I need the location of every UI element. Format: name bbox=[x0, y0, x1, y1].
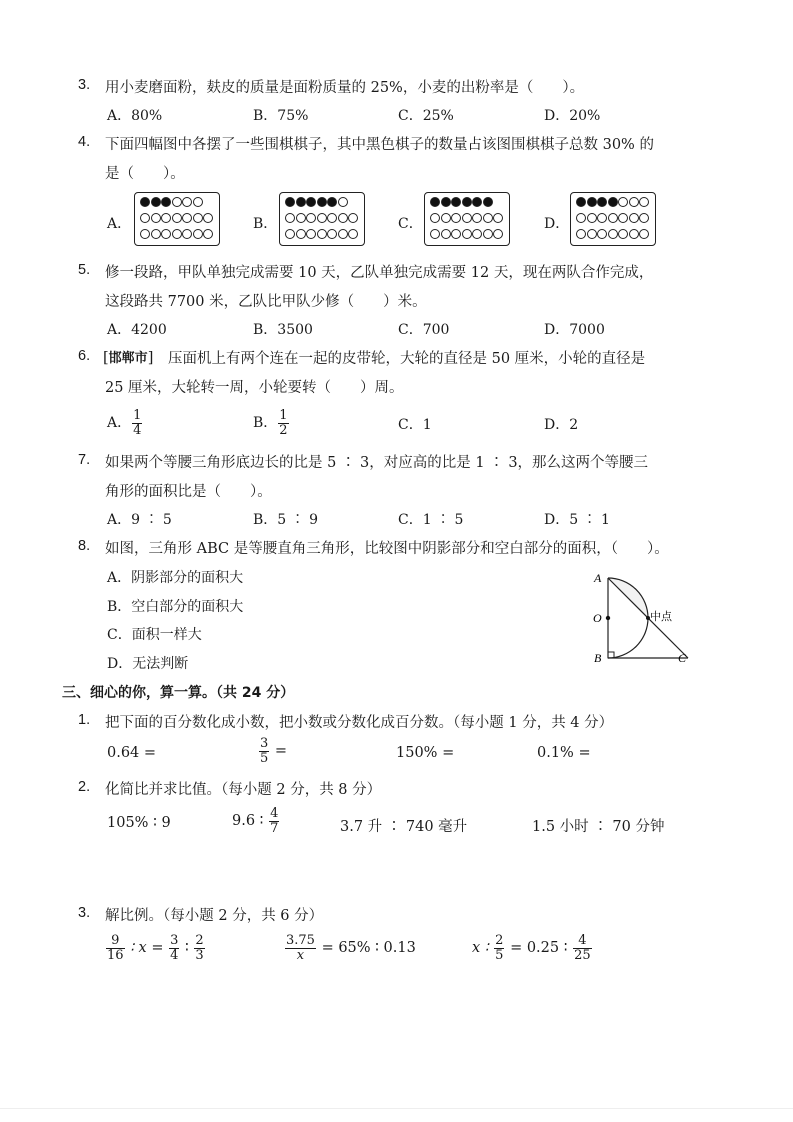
ratio-mid: ∶ x = bbox=[130, 940, 164, 957]
q6-option-c: C．1 bbox=[398, 417, 432, 433]
q8-option-a: A．阴影部分的面积大 bbox=[107, 570, 244, 586]
fraction: $\frac{3}{5}$ bbox=[260, 736, 269, 766]
q4-picture-b bbox=[279, 192, 365, 246]
label-midpoint: 中点 bbox=[650, 610, 672, 623]
label-b: B bbox=[594, 651, 602, 665]
ratio-left: x ∶ bbox=[472, 940, 489, 957]
q4-picture-a bbox=[134, 192, 220, 246]
ratio-left: 9.6 ∶ bbox=[232, 813, 264, 830]
fraction: $\frac{3.75}{x}$ bbox=[286, 933, 315, 963]
ratio-sep: ∶ bbox=[184, 940, 189, 957]
section3-title: 三、细心的你，算一算。（共 24 分） bbox=[62, 685, 295, 701]
s3-item-c bbox=[472, 934, 593, 962]
q8-number: 8. bbox=[78, 538, 91, 554]
q6-option-b bbox=[253, 409, 290, 437]
white-stone bbox=[182, 197, 192, 207]
label-a: A bbox=[594, 571, 602, 585]
picture-row-2 bbox=[430, 213, 504, 223]
q5-number: 5. bbox=[78, 262, 91, 278]
fraction: $\frac{4}{25}$ bbox=[574, 933, 591, 963]
q4-text-line2: 是（ ）。 bbox=[105, 166, 185, 182]
white-stone bbox=[193, 197, 203, 207]
option-label: B． bbox=[253, 415, 278, 432]
q8-option-d: D．无法判断 bbox=[107, 656, 189, 672]
picture-row-1 bbox=[576, 197, 650, 207]
q4-picture-d bbox=[570, 192, 656, 246]
picture-row-3 bbox=[430, 229, 504, 239]
s3-item-a bbox=[105, 934, 206, 962]
point-o bbox=[606, 616, 610, 620]
picture-row-2 bbox=[576, 213, 650, 223]
s2-item-d: 1.5 小时 ∶ 70 分钟 bbox=[532, 819, 665, 835]
s2-item-c: 3.7 升 ∶ 740 毫升 bbox=[340, 819, 468, 835]
q7-number: 7. bbox=[78, 452, 91, 468]
black-stone bbox=[161, 197, 171, 207]
q7-option-d: D．5 ∶ 1 bbox=[544, 512, 610, 528]
s3-number: 3. bbox=[78, 905, 91, 921]
fraction: $\frac{1}{4}$ bbox=[133, 408, 142, 438]
q7-text-line2: 角形的面积比是（ ）。 bbox=[105, 484, 272, 500]
q6-option-d: D．2 bbox=[544, 417, 579, 433]
q4-number: 4. bbox=[78, 134, 91, 150]
q6-text-line1: 压面机上有两个连在一起的皮带轮，大轮的直径是 50 厘米，小轮的直径是 bbox=[168, 351, 646, 367]
fraction: $\frac{2}{5}$ bbox=[495, 933, 504, 963]
fraction: $\frac{1}{2}$ bbox=[279, 408, 288, 438]
q3-text: 用小麦磨面粉，麸皮的质量是面粉质量的 25%，小麦的出粉率是（ ）。 bbox=[105, 80, 585, 96]
page-bottom-divider bbox=[0, 1108, 793, 1109]
q5-option-a: A．4200 bbox=[107, 322, 167, 338]
q4-text-line1: 下面四幅图中各摆了一些围棋棋子，其中黑色棋子的数量占该图围棋棋子总数 30% 的 bbox=[105, 137, 654, 153]
black-stone bbox=[140, 197, 150, 207]
s2-number: 2. bbox=[78, 779, 91, 795]
fraction: $\frac{3}{4}$ bbox=[170, 933, 179, 963]
q5-option-b: B．3500 bbox=[253, 322, 313, 338]
q7-option-c: C．1 ∶ 5 bbox=[398, 512, 464, 528]
s2-item-a: 105% ∶ 9 bbox=[107, 815, 171, 831]
q8-option-c: C．面积一样大 bbox=[107, 627, 202, 643]
picture-row-2 bbox=[140, 213, 214, 223]
q4-option-a-label: A． bbox=[107, 216, 132, 232]
q8-triangle-figure bbox=[588, 568, 703, 668]
q8-option-b: B．空白部分的面积大 bbox=[107, 599, 244, 615]
q4-option-b-label: B． bbox=[253, 216, 278, 232]
equals-sign: = bbox=[274, 743, 288, 760]
q6-option-a bbox=[107, 409, 143, 437]
s2-text: 化简比并求比值。（每小题 2 分，共 8 分） bbox=[105, 782, 382, 798]
fraction: $\frac{9}{16}$ bbox=[107, 933, 124, 963]
q4-option-c-label: C． bbox=[398, 216, 423, 232]
s3-item-b bbox=[284, 934, 416, 962]
s1-item-b bbox=[258, 737, 287, 765]
s1-number: 1. bbox=[78, 712, 91, 728]
label-c: C bbox=[678, 651, 687, 665]
black-stone bbox=[151, 197, 161, 207]
white-stone bbox=[172, 197, 182, 207]
equation-rest: = 65% ∶ 0.13 bbox=[321, 940, 416, 957]
q4-picture-c bbox=[424, 192, 510, 246]
s3-text: 解比例。（每小题 2 分，共 6 分） bbox=[105, 908, 324, 924]
q6-number: 6. bbox=[78, 348, 91, 364]
picture-row-1 bbox=[285, 197, 348, 207]
s1-text: 把下面的百分数化成小数，把小数或分数化成百分数。（每小题 1 分，共 4 分） bbox=[105, 715, 614, 731]
s1-item-a: 0.64 = bbox=[107, 745, 157, 761]
q5-text-line2: 这段路共 7700 米，乙队比甲队少修（ ）米。 bbox=[105, 294, 427, 310]
q5-option-d: D．7000 bbox=[544, 322, 605, 338]
picture-row-3 bbox=[285, 229, 359, 239]
s1-item-c: 150% = bbox=[396, 745, 455, 761]
q3-option-b: B．75% bbox=[253, 108, 309, 124]
s1-item-d: 0.1% = bbox=[537, 745, 591, 761]
q4-option-d-label: D． bbox=[544, 216, 570, 232]
q6-text-line2: 25 厘米，大轮转一周，小轮要转（ ）周。 bbox=[105, 380, 404, 396]
tag-city: 邯郸市 bbox=[108, 351, 148, 366]
fraction: $\frac{2}{3}$ bbox=[195, 933, 204, 963]
q8-text: 如图，三角形 ABC 是等腰直角三角形，比较图中阴影部分和空白部分的面积，（ ）。 bbox=[105, 541, 669, 557]
q5-text-line1: 修一段路，甲队单独完成需要 10 天，乙队单独完成需要 12 天，现在两队合作完成， bbox=[105, 265, 654, 281]
label-o: O bbox=[593, 611, 602, 625]
picture-row-2 bbox=[285, 213, 359, 223]
s2-item-b bbox=[232, 807, 280, 835]
tag-close: ] bbox=[147, 350, 154, 366]
q3-option-d: D．20% bbox=[544, 108, 601, 124]
q5-option-c: C．700 bbox=[398, 322, 450, 338]
q3-option-a: A．80% bbox=[107, 108, 163, 124]
q7-text-line1: 如果两个等腰三角形底边长的比是 5 ∶ 3，对应高的比是 1 ∶ 3，那么这两个等腰三 bbox=[105, 455, 649, 471]
picture-row-1 bbox=[140, 197, 203, 207]
q3-option-c: C．25% bbox=[398, 108, 454, 124]
ratio-mid: = 0.25 ∶ bbox=[510, 940, 568, 957]
tag-open: [ bbox=[103, 350, 109, 366]
picture-row-3 bbox=[576, 229, 650, 239]
picture-row-3 bbox=[140, 229, 214, 239]
fraction: $\frac{4}{7}$ bbox=[270, 806, 279, 836]
q7-option-a: A．9 ∶ 5 bbox=[107, 512, 172, 528]
picture-row-1 bbox=[430, 197, 493, 207]
option-label: A． bbox=[107, 415, 132, 432]
q3-number: 3. bbox=[78, 77, 91, 93]
q7-option-b: B．5 ∶ 9 bbox=[253, 512, 319, 528]
q6-source-tag bbox=[103, 347, 153, 366]
